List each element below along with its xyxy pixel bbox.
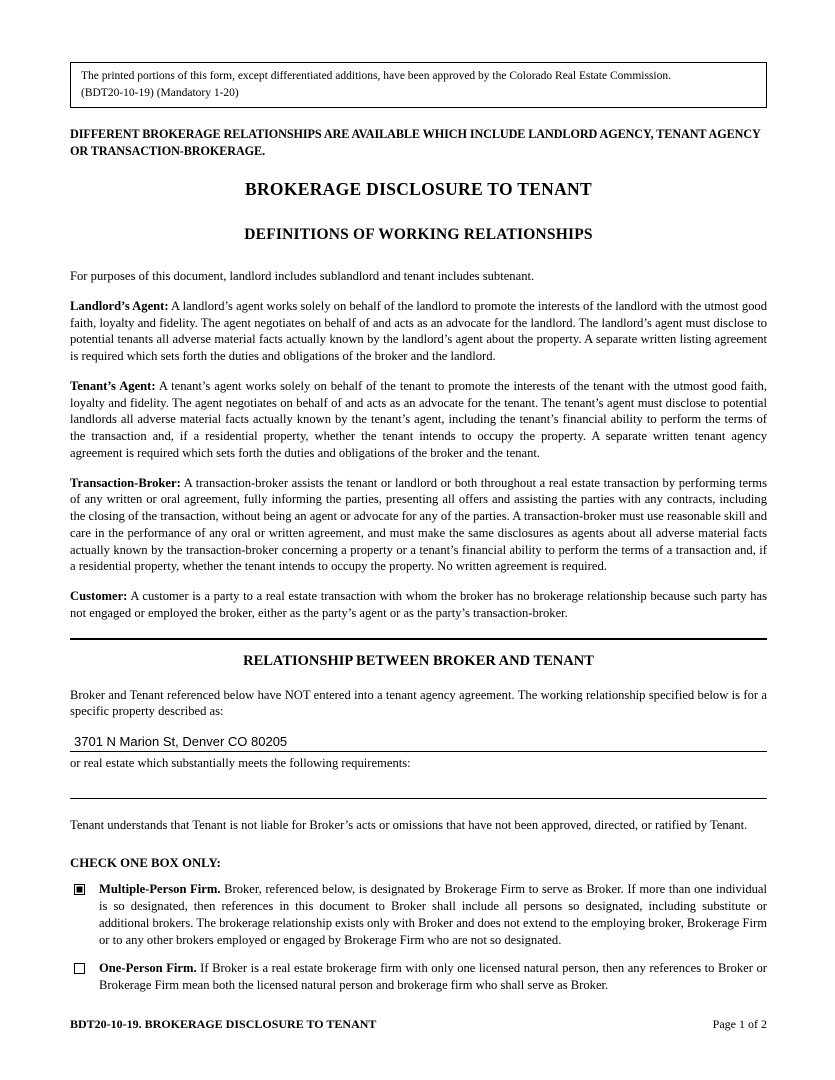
requirements-blank-line[interactable] [70,776,767,799]
page-title: BROKERAGE DISCLOSURE TO TENANT [245,179,592,200]
spacer [70,801,767,817]
commission-approval-box [70,62,767,108]
option-text [99,960,767,993]
definition-lead: Tenant’s Agent: [70,378,156,393]
approval-line-1: The printed portions of this form, except differentiated additions, have been approved by the Colorado Real Estate Commission. [81,70,671,82]
checkbox-multiple-person-firm[interactable] [74,884,85,895]
option-lead: Multiple-Person Firm. [99,882,221,897]
option-multiple-person-firm[interactable] [70,881,767,948]
definition-lead: Landlord’s Agent: [70,299,169,314]
definition-transaction-broker [70,475,767,575]
intro-paragraph: For purposes of this document, landlord includes sublandlord and tenant includes subtenant. [70,269,535,284]
option-body: Broker, referenced below, is designated by Brokerage Firm to serve as Broker. If more than one individual is so designated, then references in this document to Broker shall include all persons so designated, including substitute or additional brokers. The brokerage relationship exists only with Broker and does not extend to the employing broker, Brokerage Firm or to any other brokers employed or engaged by Brokerage Firm who are not so designated. [99,882,768,947]
option-text [99,881,767,948]
check-one-heading: CHECK ONE BOX ONLY: [70,856,221,871]
checkbox-one-person-firm[interactable] [74,963,85,974]
option-body: If Broker is a real estate brokerage firm with only one licensed natural person, then any references to Broker or Brokerage Firm mean both the licensed natural person and brokerage firm who shall serve as Broker. [99,961,767,993]
availability-note: DIFFERENT BROKERAGE RELATIONSHIPS ARE AVAILABLE WHICH INCLUDE LANDLORD AGENCY, TENANT AGENCY OR TRANSACTION-BROKERAGE. [70,127,761,158]
relationship-section-title: RELATIONSHIP BETWEEN BROKER AND TENANT [243,652,594,669]
definition-customer [70,588,767,621]
definition-body: A landlord’s agent works solely on behalf of the landlord to promote the interests of the landlord with the utmost good faith, loyalty and fidelity. The agent negotiates on behalf of and acts as an advocate for the landlord. The landlord’s agent must disclose to potential tenants all adverse material facts actually known by the landlord’s agent about the property. A separate written listing agreement is required which sets forth the duties and obligations of the broker and the landlord. [70,299,768,364]
requirements-label: or real estate which substantially meets the following requirements: [70,755,411,770]
liability-note: Tenant understands that Tenant is not liable for Broker’s acts or omissions that have not been approved, directed, or ratified by Tenant. [70,817,748,832]
definition-tenants-agent [70,378,767,462]
definition-body: A tenant’s agent works solely on behalf of the tenant to promote the interests of the tenant with the utmost good faith, loyalty and fidelity. The agent negotiates on behalf of and acts as an advocate for the tenant. The tenant’s agent must disclose to potential landlords all adverse material facts actually known by the tenant’s agent, including the tenant’s financial ability to perform the terms of the transaction and, if a residential property, whether the tenant intends to occupy the property. A separate written tenant agency agreement is required which sets forth the duties and obligations of the broker and the tenant. [70,378,767,460]
definition-lead: Transaction-Broker: [70,475,181,490]
option-lead: One-Person Firm. [99,961,197,976]
page-subtitle: DEFINITIONS OF WORKING RELATIONSHIPS [244,226,593,244]
section-divider [70,638,767,640]
property-address-field[interactable]: 3701 N Marion St, Denver CO 80205 [70,733,767,752]
definition-landlords-agent [70,298,767,365]
relationship-paragraph: Broker and Tenant referenced below have NOT entered into a tenant agency agreement. The working relationship specified below is for a specific property described as: [70,687,767,719]
footer-form-id: BDT20-10-19. BROKERAGE DISCLOSURE TO TENANT [70,1017,377,1031]
option-one-person-firm[interactable] [70,960,767,993]
spacer [70,846,767,856]
approval-line-2: (BDT20-10-19) (Mandatory 1-20) [81,86,239,99]
definition-lead: Customer: [70,589,128,604]
definition-body: A customer is a party to a real estate transaction with whom the broker has no brokerage relationship because such party has not engaged or employed the broker, either as the party’s agent or as the party’s transaction-broker. [70,589,767,620]
definition-body: A transaction-broker assists the tenant or landlord or both throughout a real estate transaction by performing terms of any written or oral agreement, fully informing the parties, presenting all offers and assisting the parties with any contracts, including the closing of the transaction, without being an agent or advocate for any of the parties. A transaction-broker must use reasonable skill and care in the performance of any oral or written agreement, and must make the same disclosures as agents about all adverse material facts actually known by the transaction-broker concerning a property or a tenant’s financial ability to perform the terms of a transaction and, if a residential property, whether the tenant intends to occupy the property. No written agreement is required. [70,475,767,574]
footer-page-number: Page 1 of 2 [712,1017,767,1031]
page-footer [70,1017,767,1032]
